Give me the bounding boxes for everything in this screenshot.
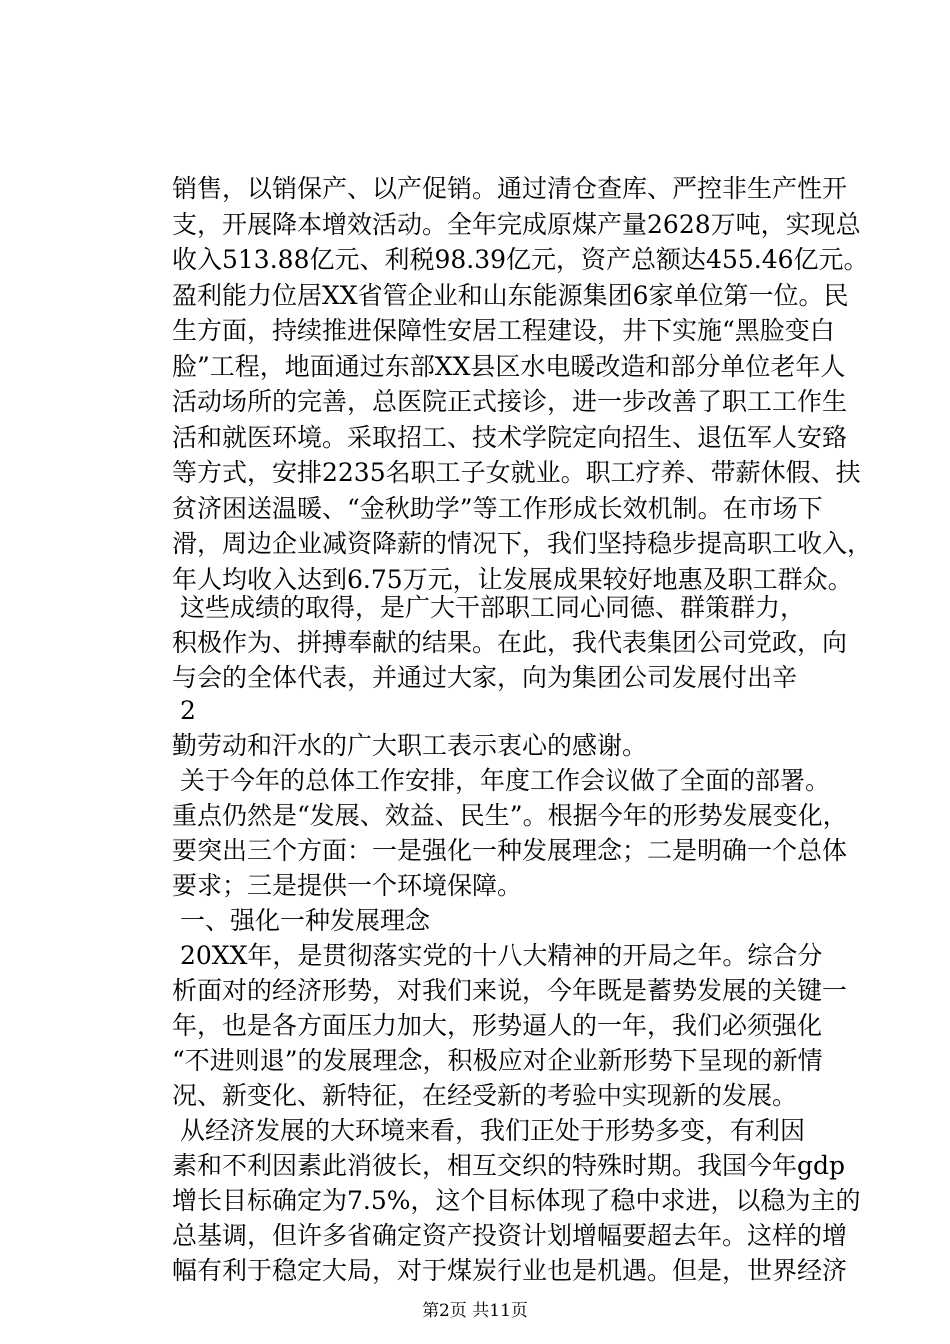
text-line: 盈利能力位居XX省管企业和山东能源集团6家单位第一位。民 — [172, 281, 849, 310]
text-line: 活动场所的完善，总医院正式接诊，进一步改善了职工工作生 — [172, 387, 848, 416]
text-line: 要求；三是提供一个环境保障。 — [172, 871, 523, 900]
text-line: 等方式，安排2235名职工子女就业。职工疗养、带薪休假、扶 — [172, 458, 861, 487]
text-line: 积极作为、拼搏奉献的结果。在此，我代表集团公司党政，向 — [172, 628, 848, 657]
text-line: 这些成绩的取得，是广大干部职工同心同德、群策群力， — [180, 593, 806, 622]
text-line: 重点仍然是“发展、效益、民生”。根据今年的形势发展变化， — [172, 801, 848, 830]
text-line: 从经济发展的大环境来看，我们正处于形势多变，有利因 — [180, 1116, 806, 1145]
text-line: 脸”工程，地面通过东部XX县区水电暖改造和部分单位老年人 — [172, 352, 846, 381]
text-line: “不进则退”的发展理念，积极应对企业新形势下呈现的新情 — [172, 1046, 823, 1075]
text-line: 年人均收入达到6.75万元，让发展成果较好地惠及职工群众。 — [172, 565, 853, 594]
text-line: 析面对的经济形势，对我们来说，今年既是蓄势发展的关键一 — [172, 976, 848, 1005]
text-line: 况、新变化、新特征，在经受新的考验中实现新的发展。 — [172, 1081, 798, 1110]
text-line: 年，也是各方面压力加大，形势逼人的一年，我们必须强化 — [172, 1011, 823, 1040]
text-line: 勤劳动和汗水的广大职工表示衷心的感谢。 — [172, 731, 648, 760]
text-line: 素和不利因素此消彼长，相互交织的特殊时期。我国今年gdp — [172, 1151, 846, 1180]
text-line: 与会的全体代表，并通过大家，向为集团公司发展付出辛 — [172, 663, 798, 692]
page-marker: 2 — [180, 696, 196, 725]
text-line: 生方面，持续推进保障性安居工程建设，井下实施“黑脸变白 — [172, 316, 835, 345]
section-heading: 一、强化一种发展理念 — [180, 906, 431, 935]
text-line: 幅有利于稳定大局，对于煤炭行业也是机遇。但是，世界经济 — [172, 1256, 848, 1285]
text-line: 总基调，但许多省确定资产投资计划增幅要超去年。这样的增 — [172, 1221, 848, 1250]
page-footer: 第2页 共11页 — [422, 1301, 528, 1321]
text-line: 增长目标确定为7.5%，这个目标体现了稳中求进，以稳为主的 — [172, 1186, 861, 1215]
text-line: 销售，以销保产、以产促销。通过清仓查库、严控非生产性开 — [172, 174, 848, 203]
text-line: 支，开展降本增效活动。全年完成原煤产量2628万吨，实现总 — [172, 210, 861, 239]
text-line: 20XX年，是贯彻落实党的十八大精神的开局之年。综合分 — [180, 941, 823, 970]
text-line: 收入513.88亿元、利税98.39亿元，资产总额达455.46亿元。 — [172, 245, 869, 274]
text-line: 贫济困送温暖、“金秋助学”等工作形成长效机制。在市场下 — [172, 494, 823, 523]
text-line: 关于今年的总体工作安排，年度工作会议做了全面的部署。 — [180, 766, 831, 795]
text-line: 活和就医环境。采取招工、技术学院定向招生、退伍军人安臵 — [172, 423, 848, 452]
text-line: 滑，周边企业减资降薪的情况下，我们坚持稳步提高职工收入， — [172, 529, 873, 558]
text-line: 要突出三个方面：一是强化一种发展理念；二是明确一个总体 — [172, 836, 848, 865]
